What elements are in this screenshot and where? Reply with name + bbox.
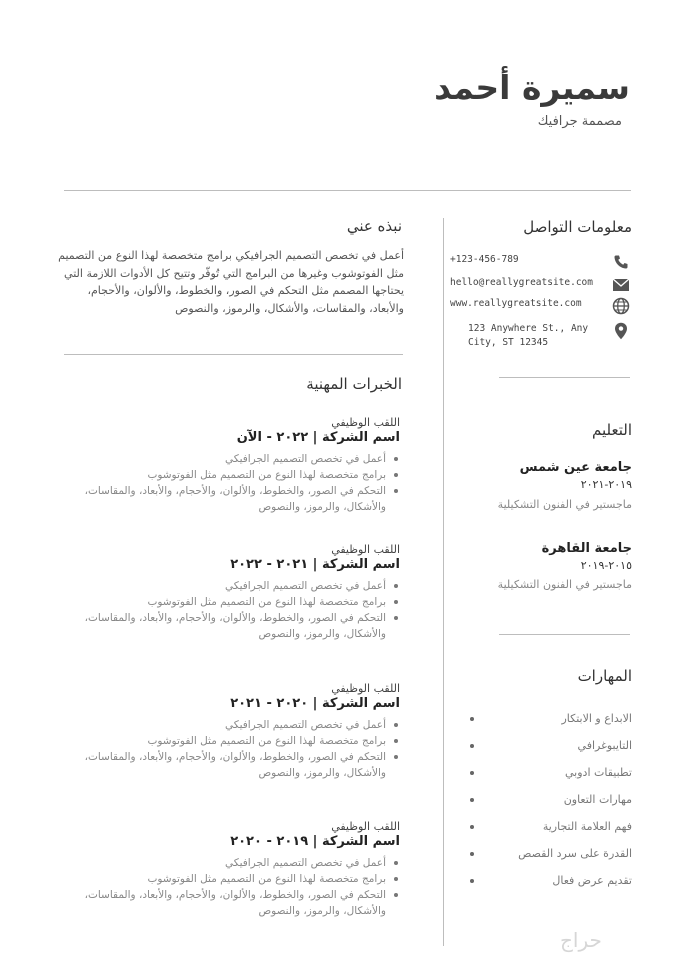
job-company-period: اسم الشركة | ٢٠٢١ - ٢٠٢٢ [230, 557, 400, 572]
contact-website [450, 297, 630, 315]
contact-email-text: hello@reallygreatsite.com [450, 277, 593, 288]
job-title: اللقب الوظيفي [331, 820, 400, 833]
skill-item: الابداع و الابتكار [462, 712, 632, 739]
education-degree: ماجستير في الفنون التشكيلية [497, 498, 632, 511]
skill-item: فهم العلامة التجارية [462, 820, 632, 847]
contact-phone [450, 253, 630, 271]
contact-email [450, 276, 630, 294]
job-bullets [70, 578, 400, 642]
job-company-period: اسم الشركة | ٢٠١٩ - ٢٠٢٠ [230, 834, 400, 849]
job-bullet: التحكم في الصور، والخطوط، والألوان، والأحجام، والأبعاد، والمقاسات، والأشكال، والرموز، والنصوص [70, 749, 386, 781]
column-divider [443, 218, 444, 946]
education-school: جامعة القاهرة [541, 541, 632, 556]
job-bullet: برامج متخصصة لهذا النوع من التصميم مثل الفوتوشوب [70, 733, 386, 749]
mail-icon [612, 276, 630, 294]
education-divider [499, 634, 630, 635]
location-pin-icon [612, 322, 630, 340]
job-entry [70, 543, 400, 642]
contact-section-title: معلومات التواصل [523, 218, 632, 236]
contact-website-text: www.reallygreatsite.com [450, 298, 582, 309]
skills-section-title: المهارات [577, 667, 632, 685]
job-bullet: التحكم في الصور، والخطوط، والألوان، والأحجام، والأبعاد، والمقاسات، والأشكال، والرموز، والنصوص [70, 610, 386, 642]
skill-item: التايبوغرافي [462, 739, 632, 766]
skill-item: مهارات التعاون [462, 793, 632, 820]
job-entry [70, 820, 400, 919]
header-divider [64, 190, 631, 191]
job-title: اللقب الوظيفي [331, 416, 400, 429]
skills-list [462, 712, 632, 901]
job-bullet: برامج متخصصة لهذا النوع من التصميم مثل الفوتوشوب [70, 871, 386, 887]
education-years: ٢٠١٥-٢٠١٩ [580, 559, 632, 572]
education-school: جامعة عين شمس [519, 460, 632, 475]
job-entry [70, 416, 400, 515]
job-bullet: أعمل في تخصص التصميم الجرافيكي [70, 451, 386, 467]
job-bullet: برامج متخصصة لهذا النوع من التصميم مثل الفوتوشوب [70, 594, 386, 610]
about-divider [64, 354, 403, 355]
skill-item: تطبيقات ادوبي [462, 766, 632, 793]
skill-item: القدرة على سرد القصص [462, 847, 632, 874]
resume-name: سميرة أحمد [434, 68, 630, 107]
job-company-period: اسم الشركة | ٢٠٢٠ - ٢٠٢١ [230, 696, 400, 711]
job-title: اللقب الوظيفي [331, 682, 400, 695]
education-section-title: التعليم [592, 421, 632, 439]
resume-role: مصممة جرافيك [537, 114, 622, 129]
education-years: ٢٠١٩-٢٠٢١ [580, 478, 632, 491]
contact-phone-text: +123-456-789 [450, 254, 519, 265]
education-degree: ماجستير في الفنون التشكيلية [497, 578, 632, 591]
job-title: اللقب الوظيفي [331, 543, 400, 556]
job-bullet: التحكم في الصور، والخطوط، والألوان، والأحجام، والأبعاد، والمقاسات، والأشكال، والرموز، والنصوص [70, 483, 386, 515]
about-section-title: نبذه عني [346, 217, 402, 235]
job-bullet: أعمل في تخصص التصميم الجرافيكي [70, 578, 386, 594]
contact-address-text: 123 Anywhere St., Any City, ST 12345 [468, 323, 589, 348]
watermark: حراج [560, 928, 602, 952]
job-bullet: التحكم في الصور، والخطوط، والألوان، والأحجام، والأبعاد، والمقاسات، والأشكال، والرموز، والنصوص [70, 887, 386, 919]
job-bullets [70, 855, 400, 919]
job-bullet: أعمل في تخصص التصميم الجرافيكي [70, 717, 386, 733]
skill-item: تقديم عرض فعال [462, 874, 632, 901]
contact-divider [499, 377, 630, 378]
experience-section-title: الخبرات المهنية [306, 375, 402, 393]
job-company-period: اسم الشركة | ٢٠٢٢ - الآن [236, 430, 400, 445]
job-bullets [70, 451, 400, 515]
phone-icon [612, 253, 630, 271]
job-bullets [70, 717, 400, 781]
contact-address [450, 322, 630, 350]
job-bullet: أعمل في تخصص التصميم الجرافيكي [70, 855, 386, 871]
job-entry [70, 682, 400, 781]
about-text: أعمل في تخصص التصميم الجرافيكي برامج متخصصة لهذا النوع من التصميم مثل الفوتوشوب وغيرها من البرامج التي تُوفّر وتتيح كل الأدوات اللازمة التي يحتاجها المصمم مثل التحكم في الصور، والخطوط، والألوان، والأحجام، والأبعاد، والمقاسات، والأشكال، والرموز، والنصوص [58, 249, 404, 315]
job-bullet: برامج متخصصة لهذا النوع من التصميم مثل الفوتوشوب [70, 467, 386, 483]
globe-icon [612, 297, 630, 315]
